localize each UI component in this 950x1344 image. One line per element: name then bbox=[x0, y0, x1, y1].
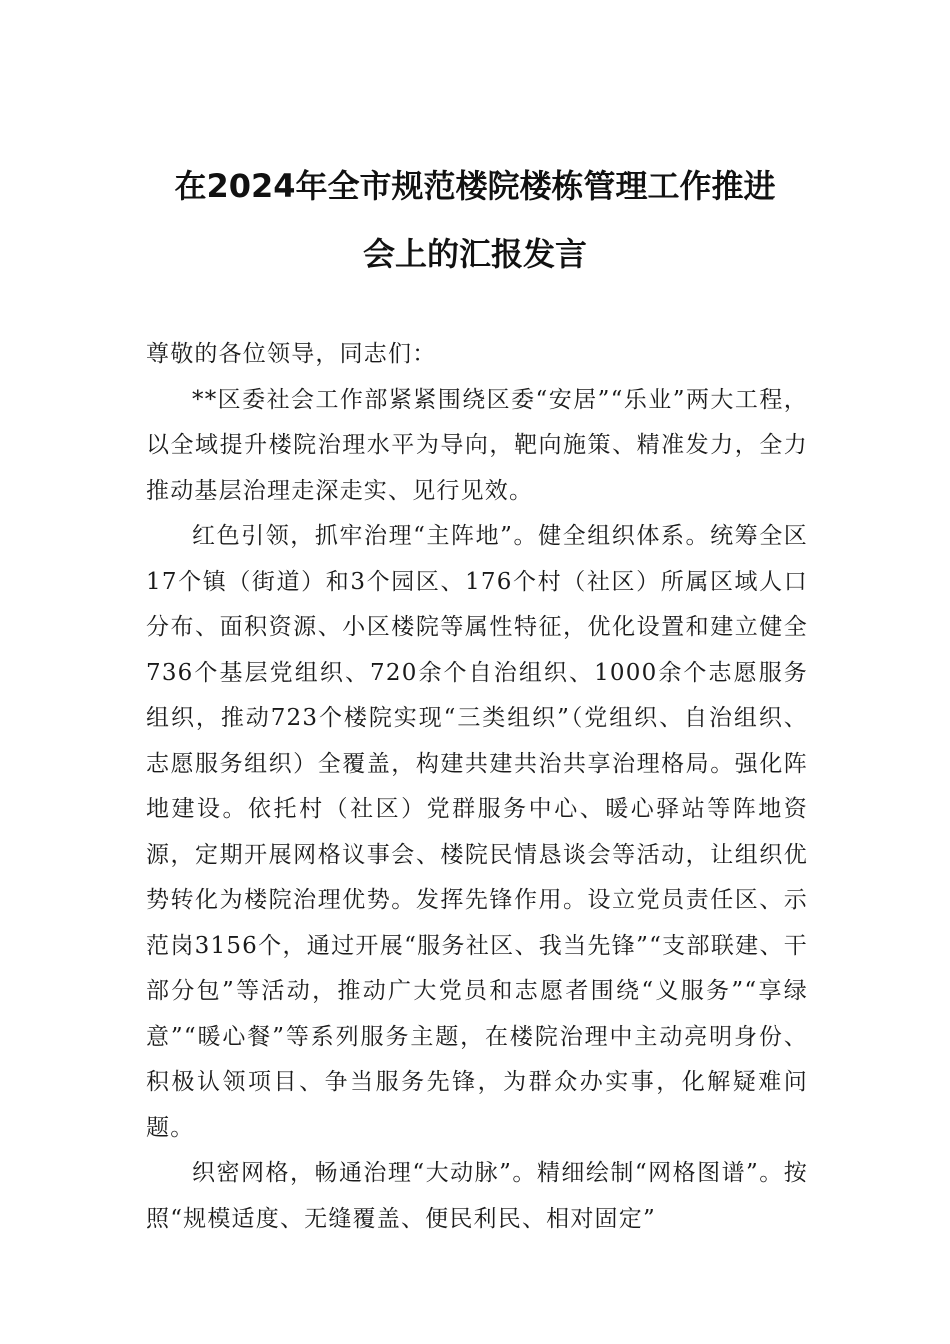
document-title-line-1: 在2024年全市规范楼院楼栋管理工作推进 bbox=[174, 167, 776, 205]
salutation: 尊敬的各位领导，同志们： bbox=[146, 341, 437, 367]
paragraph-grid: 织密网格，畅通治理“大动脉”。精细绘制“网格图谱”。按照“规模适度、无缝覆盖、便民利民、相对固定” bbox=[146, 1160, 808, 1232]
paragraph-red-leadership: 红色引领，抓牢治理“主阵地”。健全组织体系。统筹全区17个镇（街道）和3个园区、176个村（社区）所属区域人口分布、面积资源、小区楼院等属性特征，优化设置和建立健全736个基层党组织、720余个自治组织、1000余个志愿服务组织，推动723个楼院实现“三类组织”（党组织、自治组织、志愿服务组织）全覆盖，构建共建共治共享治理格局。强化阵地建设。依托村（社区）党群服务中心、暖心驿站等阵地资源，定期开展网格议事会、楼院民情恳谈会等活动，让组织优势转化为楼院治理优势。发挥先锋作用。设立党员责任区、示范岗3156个，通过开展“服务社区、我当先锋”“支部联建、干部分包”等活动，推动广大党员和志愿者围绕“义服务”“享绿意”“暖心餐”等系列服务主题，在楼院治理中主动亮明身份、积极认领项目、争当服务先锋，为群众办实事，化解疑难问题。 bbox=[146, 523, 808, 1141]
document-title-line-2: 会上的汇报发言 bbox=[362, 235, 587, 273]
document-body bbox=[146, 332, 808, 1242]
paragraph-intro: **区委社会工作部紧紧围绕区委“安居”“乐业”两大工程，以全域提升楼院治理水平为导向，靶向施策、精准发力，全力推动基层治理走深走实、见行见效。 bbox=[146, 386, 808, 504]
